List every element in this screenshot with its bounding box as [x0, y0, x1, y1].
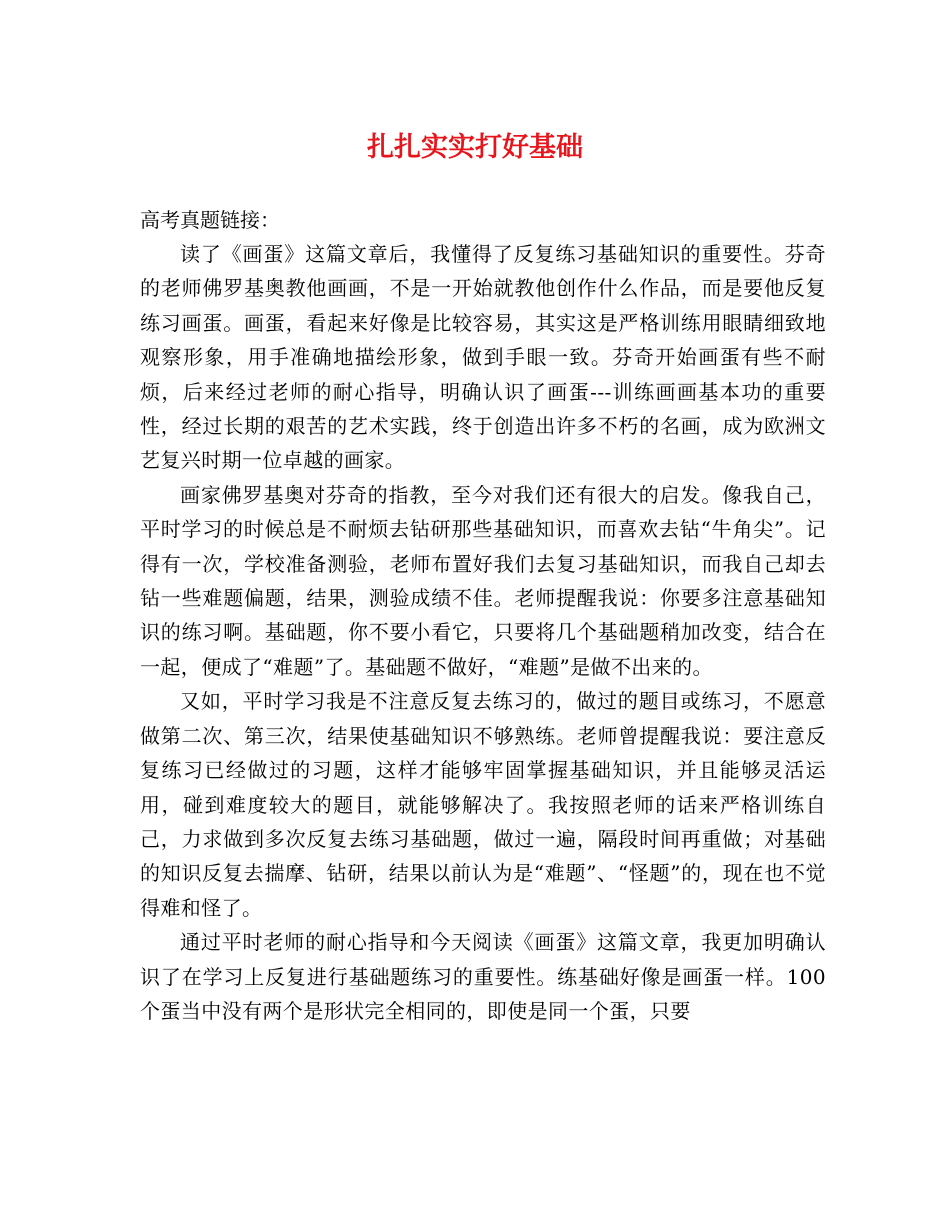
- document-title: 扎扎实实打好基础: [367, 132, 583, 163]
- paragraph-2: 画家佛罗基奥对芬奇的指教，至今对我们还有很大的启发。像我自己，平时学习的时候总是不耐烦去钻研那些基础知识，而喜欢去钻“牛角尖”。记得有一次，学校准备测验，老师布置好我们去复习基础知识，而我自己却去钻一些难题偏题，结果，测验成绩不佳。老师提醒我说：你要多注意基础知识的练习啊。基础题，你不要小看它，只要将几个基础题稍加改变，结合在一起，便成了“难题”了。基础题不做好，“难题”是做不出来的。: [140, 482, 826, 679]
- paragraph-3: 又如，平时学习我是不注意反复去练习的，做过的题目或练习，不愿意做第二次、第三次，结果使基础知识不够熟练。老师曾提醒我说：要注意反复练习已经做过的习题，这样才能够牢固掌握基础知识，并且能够灵活运用，碰到难度较大的题目，就能够解决了。我按照老师的话来严格训练自己，力求做到多次反复去练习基础题，做过一遍，隔段时间再重做；对基础的知识反复去揣摩、钻研，结果以前认为是“难题”、“怪题”的，现在也不觉得难和怪了。: [140, 689, 826, 920]
- paragraph-1: 读了《画蛋》这篇文章后，我懂得了反复练习基础知识的重要性。芬奇的老师佛罗基奥教他画画，不是一开始就教他创作什么作品，而是要他反复练习画蛋。画蛋，看起来好像是比较容易，其实这是严格训练用眼睛细致地观察形象，用手准确地描绘形象，做到手眼一致。芬奇开始画蛋有些不耐烦，后来经过老师的耐心指导，明确认识了画蛋---训练画画基本功的重要性，经过长期的艰苦的艺术实践，终于创造出许多不朽的名画，成为欧洲文艺复兴时期一位卓越的画家。: [140, 242, 826, 473]
- document-body: [140, 237, 826, 1028]
- lead-line: 高考真题链接：: [140, 208, 280, 232]
- paragraph-4: 通过平时老师的耐心指导和今天阅读《画蛋》这篇文章，我更加明确认识了在学习上反复进行基础题练习的重要性。练基础好像是画蛋一样。100个蛋当中没有两个是形状完全相同的，即使是同一个蛋，只要: [140, 930, 826, 1023]
